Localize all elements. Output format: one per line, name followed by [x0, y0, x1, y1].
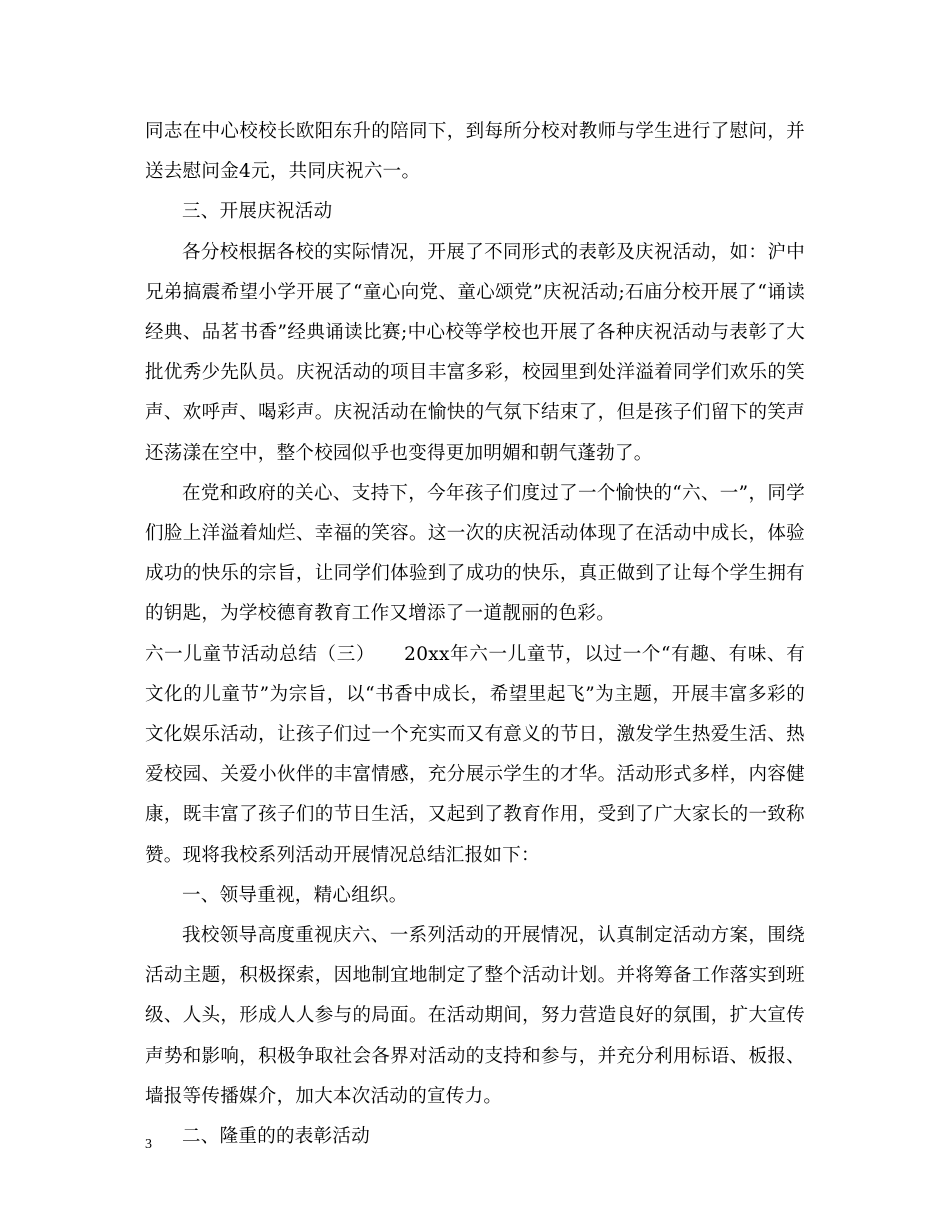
section-heading: 一、领导重视，精心组织。 [182, 884, 408, 906]
page-number: 3 [145, 1137, 152, 1152]
paragraph: 各分校根据各校的实际情况，开展了不同形式的表彰及庆祝活动，如：沪中兄弟搞震希望小学开展了“童心向党、童心颂党”庆祝活动;石庙分校开展了“诵读经典、品茗书香”经典诵读比赛;中心校等学校也开展了各种庆祝活动与表彰了大批优秀少先队员。庆祝活动的项目丰富多彩，校园里到处洋溢着同学们欢乐的笑声、欢呼声、喝彩声。庆祝活动在愉快的气氛下结束了，但是孩子们留下的笑声还荡漾在空中，整个校园似乎也变得更加明媚和朝气蓬勃了。 [145, 241, 805, 464]
document-body [145, 112, 805, 1157]
paragraph: 六一儿童节活动总结（三） 20xx年六一儿童节，以过一个“有趣、有味、有文化的儿童节”为宗旨，以“书香中成长，希望里起飞”为主题，开展丰富多彩的文化娱乐活动，让孩子们过一个充实而又有意义的节日，激发学生热爱生活、热爱校园、关爱小伙伴的丰富情感，充分展示学生的才华。活动形式多样，内容健康，既丰富了孩子们的节日生活，又起到了教育作用，受到了广大家长的一致称赞。现将我校系列活动开展情况总结汇报如下： [145, 643, 805, 866]
section-heading: 二、隆重的的表彰活动 [182, 1126, 371, 1148]
section-heading: 三、开展庆祝活动 [182, 201, 333, 223]
paragraph: 同志在中心校校长欧阳东升的陪同下，到每所分校对教师与学生进行了慰问，并送去慰问金4元，共同庆祝六一。 [145, 121, 805, 183]
paragraph: 我校领导高度重视庆六、一系列活动的开展情况，认真制定活动方案，围绕活动主题，积极探索，因地制宜地制定了整个活动计划。并将筹备工作落实到班级、人头，形成人人参与的局面。在活动期间，努力营造良好的氛围，扩大宣传声势和影响，积极争取社会各界对活动的支持和参与，并充分利用标语、板报、墙报等传播媒介，加大本次活动的宣传力。 [145, 925, 805, 1107]
paragraph: 在党和政府的关心、支持下，今年孩子们度过了一个愉快的“六、一”，同学们脸上洋溢着灿烂、幸福的笑容。这一次的庆祝活动体现了在活动中成长，体验成功的快乐的宗旨，让同学们体验到了成功的快乐，真正做到了让每个学生拥有的钥匙，为学校德育教育工作又增添了一道靓丽的色彩。 [145, 482, 805, 625]
